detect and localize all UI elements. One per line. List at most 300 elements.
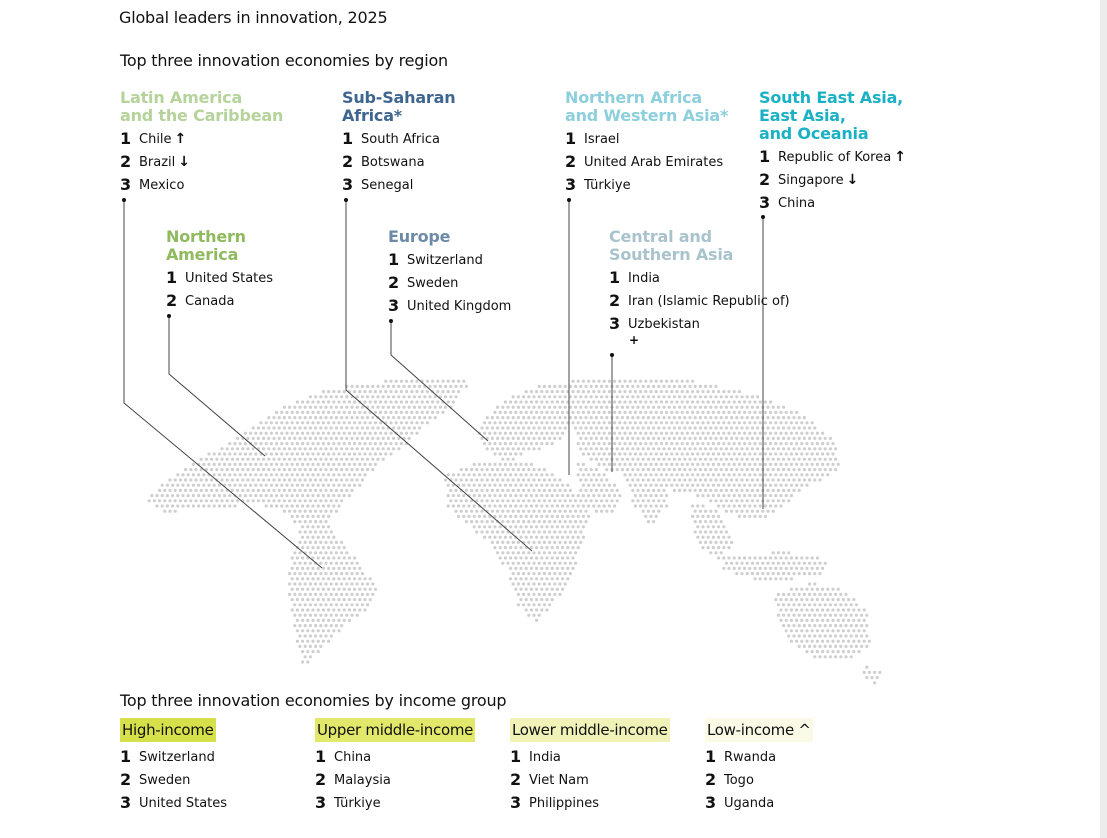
map-dot (569, 572, 572, 575)
map-dot (519, 567, 522, 570)
map-dot (506, 562, 509, 565)
map-dot (330, 510, 333, 513)
map-dot (301, 536, 304, 539)
map-dot (600, 395, 603, 398)
map-dot (506, 468, 509, 471)
map-dot (262, 489, 265, 492)
map-dot (467, 515, 470, 518)
map-dot (506, 416, 509, 419)
map-dot (725, 406, 728, 409)
economy-name: Canada (185, 294, 235, 309)
map-dot (759, 463, 762, 466)
map-dot (348, 473, 351, 476)
map-dot (288, 593, 291, 596)
map-dot (813, 593, 816, 596)
map-dot (603, 452, 606, 455)
map-dot (332, 546, 335, 549)
map-dot (678, 458, 681, 461)
map-dot (597, 411, 600, 414)
map-dot (551, 504, 554, 507)
map-dot (501, 489, 504, 492)
map-dot (561, 546, 564, 549)
map-dot (311, 421, 314, 424)
map-dot (345, 572, 348, 575)
map-dot (189, 468, 192, 471)
map-dot (496, 478, 499, 481)
map-dot (530, 546, 533, 549)
map-dot (688, 478, 691, 481)
map-dot (517, 551, 520, 554)
map-dot (670, 442, 673, 445)
map-dot (343, 411, 346, 414)
map-dot (353, 598, 356, 601)
map-dot (488, 432, 491, 435)
rank-number: 2 (759, 170, 771, 189)
map-dot (301, 452, 304, 455)
map-dot (792, 416, 795, 419)
map-dot (743, 432, 746, 435)
map-dot (553, 406, 556, 409)
rank-number: 3 (315, 793, 327, 812)
map-dot (220, 489, 223, 492)
map-dot (384, 380, 387, 383)
rank-row (705, 794, 813, 812)
map-dot (694, 385, 697, 388)
map-dot (694, 437, 697, 440)
map-dot (577, 411, 580, 414)
map-dot (769, 577, 772, 580)
map-dot (327, 473, 330, 476)
map-dot (239, 463, 242, 466)
map-dot (829, 447, 832, 450)
map-dot (330, 416, 333, 419)
map-dot (519, 515, 522, 518)
map-dot (740, 572, 743, 575)
map-dot (816, 629, 819, 632)
map-dot (462, 504, 465, 507)
map-dot (309, 416, 312, 419)
map-dot (322, 598, 325, 601)
economy-name: Türkiye (334, 796, 381, 811)
map-dot (691, 442, 694, 445)
map-dot (379, 442, 382, 445)
map-dot (280, 463, 283, 466)
map-dot (740, 426, 743, 429)
map-dot (662, 468, 665, 471)
map-dot (714, 406, 717, 409)
map-dot (548, 572, 551, 575)
map-dot (772, 499, 775, 502)
map-dot (283, 447, 286, 450)
map-dot (350, 437, 353, 440)
map-dot (558, 416, 561, 419)
map-dot (332, 432, 335, 435)
map-dot (696, 484, 699, 487)
map-dot (324, 572, 327, 575)
map-dot (616, 406, 619, 409)
map-dot (444, 406, 447, 409)
map-dot (800, 442, 803, 445)
map-dot (532, 572, 535, 575)
map-dot (473, 484, 476, 487)
map-dot (298, 437, 301, 440)
map-dot (153, 499, 156, 502)
map-dot (865, 634, 868, 637)
map-dot (361, 426, 364, 429)
map-dot (319, 562, 322, 565)
map-dot (733, 484, 736, 487)
map-dot (387, 416, 390, 419)
map-dot (291, 577, 294, 580)
map-dot (213, 463, 216, 466)
map-dot (509, 432, 512, 435)
map-dot (272, 458, 275, 461)
map-dot (756, 562, 759, 565)
map-dot (514, 567, 517, 570)
map-dot (621, 458, 624, 461)
map-dot (683, 468, 686, 471)
map-dot (831, 598, 834, 601)
map-dot (787, 478, 790, 481)
map-dot (805, 640, 808, 643)
map-dot (584, 406, 587, 409)
map-dot (304, 406, 307, 409)
map-dot (779, 494, 782, 497)
region-name (759, 89, 906, 143)
map-dot (795, 463, 798, 466)
map-dot (811, 619, 814, 622)
map-dot (499, 484, 502, 487)
map-dot (236, 458, 239, 461)
map-dot (813, 437, 816, 440)
map-dot (743, 504, 746, 507)
map-dot (434, 385, 437, 388)
map-dot (683, 489, 686, 492)
map-dot (283, 426, 286, 429)
map-dot (694, 478, 697, 481)
map-dot (808, 447, 811, 450)
map-dot (285, 442, 288, 445)
map-dot (735, 447, 738, 450)
map-dot (223, 494, 226, 497)
map-dot (226, 478, 229, 481)
map-dot (535, 473, 538, 476)
map-dot (759, 442, 762, 445)
map-dot (350, 593, 353, 596)
map-dot (379, 400, 382, 403)
map-dot (660, 380, 663, 383)
map-dot (337, 577, 340, 580)
map-dot (317, 598, 320, 601)
map-dot (792, 478, 795, 481)
map-dot (304, 572, 307, 575)
map-dot (535, 421, 538, 424)
map-dot (756, 416, 759, 419)
rank-row (342, 153, 455, 171)
map-dot (564, 416, 567, 419)
map-dot (304, 426, 307, 429)
map-dot (816, 556, 819, 559)
map-dot (356, 406, 359, 409)
map-dot (366, 468, 369, 471)
map-dot (460, 385, 463, 388)
map-dot (714, 468, 717, 471)
map-dot (236, 499, 239, 502)
map-dot (535, 546, 538, 549)
map-dot (345, 406, 348, 409)
map-dot (311, 494, 314, 497)
map-dot (785, 494, 788, 497)
map-dot (236, 437, 239, 440)
map-dot (301, 525, 304, 528)
map-dot (873, 681, 876, 684)
map-dot (787, 416, 790, 419)
map-dot (465, 489, 468, 492)
map-dot (293, 510, 296, 513)
map-dot (210, 499, 213, 502)
map-dot (764, 463, 767, 466)
region-seao (759, 89, 906, 212)
map-dot (298, 541, 301, 544)
map-dot (631, 468, 634, 471)
map-dot (285, 463, 288, 466)
map-dot (603, 484, 606, 487)
map-dot (553, 572, 556, 575)
map-dot (660, 504, 663, 507)
map-dot (569, 520, 572, 523)
map-dot (600, 447, 603, 450)
map-dot (298, 562, 301, 565)
map-dot (350, 468, 353, 471)
map-dot (179, 478, 182, 481)
map-dot (694, 468, 697, 471)
map-dot (626, 468, 629, 471)
map-dot (356, 603, 359, 606)
map-dot (322, 504, 325, 507)
map-dot (652, 385, 655, 388)
map-dot (720, 468, 723, 471)
map-dot (772, 468, 775, 471)
map-dot (634, 400, 637, 403)
map-dot (340, 624, 343, 627)
map-dot (834, 593, 837, 596)
map-dot (408, 385, 411, 388)
map-dot (787, 551, 790, 554)
map-dot (304, 447, 307, 450)
map-dot (504, 463, 507, 466)
map-dot (618, 494, 621, 497)
map-dot (486, 447, 489, 450)
map-dot (509, 546, 512, 549)
rank-row (510, 794, 670, 812)
map-dot (278, 478, 281, 481)
map-dot (319, 478, 322, 481)
map-dot (330, 562, 333, 565)
map-dot (340, 499, 343, 502)
map-dot (532, 541, 535, 544)
map-dot (267, 437, 270, 440)
map-dot (335, 572, 338, 575)
income-rank-list (705, 748, 813, 812)
map-dot (683, 458, 686, 461)
map-dot (720, 489, 723, 492)
map-dot (595, 416, 598, 419)
map-dot (582, 380, 585, 383)
map-dot (350, 478, 353, 481)
map-dot (675, 421, 678, 424)
map-dot (395, 442, 398, 445)
map-dot (652, 468, 655, 471)
map-dot (579, 530, 582, 533)
map-dot (257, 499, 260, 502)
map-dot (340, 551, 343, 554)
map-dot (499, 442, 502, 445)
map-dot (746, 468, 749, 471)
map-dot (577, 400, 580, 403)
map-dot (738, 484, 741, 487)
map-dot (629, 400, 632, 403)
map-dot (621, 385, 624, 388)
map-dot (410, 390, 413, 393)
map-dot (530, 515, 533, 518)
map-dot (345, 395, 348, 398)
map-dot (166, 484, 169, 487)
map-dot (532, 468, 535, 471)
map-dot (496, 530, 499, 533)
map-dot (769, 421, 772, 424)
map-dot (428, 416, 431, 419)
map-dot (733, 432, 736, 435)
map-dot (764, 473, 767, 476)
map-dot (696, 504, 699, 507)
map-dot (473, 515, 476, 518)
map-dot (317, 484, 320, 487)
map-dot (590, 478, 593, 481)
map-dot (548, 406, 551, 409)
map-dot (207, 452, 210, 455)
map-dot (288, 510, 291, 513)
map-dot (527, 582, 530, 585)
map-dot (553, 499, 556, 502)
map-dot (527, 447, 530, 450)
map-dot (623, 400, 626, 403)
map-dot (314, 437, 317, 440)
map-dot (816, 432, 819, 435)
map-dot (252, 499, 255, 502)
map-dot (608, 494, 611, 497)
map-dot (306, 629, 309, 632)
map-dot (527, 614, 530, 617)
map-dot (826, 442, 829, 445)
map-dot (527, 572, 530, 575)
map-dot (579, 406, 582, 409)
map-dot (662, 458, 665, 461)
map-dot (636, 395, 639, 398)
map-dot (311, 452, 314, 455)
map-dot (272, 468, 275, 471)
map-dot (371, 395, 374, 398)
map-dot (649, 473, 652, 476)
map-dot (686, 473, 689, 476)
map-dot (340, 437, 343, 440)
rank-number: 3 (565, 175, 577, 194)
map-dot (301, 619, 304, 622)
map-dot (681, 411, 684, 414)
map-dot (499, 452, 502, 455)
map-dot (813, 426, 816, 429)
map-dot (571, 390, 574, 393)
map-dot (311, 608, 314, 611)
map-dot (371, 406, 374, 409)
map-dot (530, 608, 533, 611)
map-dot (527, 562, 530, 565)
map-dot (493, 546, 496, 549)
map-dot (725, 447, 728, 450)
map-dot (766, 499, 769, 502)
map-dot (452, 473, 455, 476)
map-dot (759, 504, 762, 507)
rank-row (166, 269, 273, 287)
map-dot (722, 432, 725, 435)
map-dot (740, 499, 743, 502)
map-dot (717, 546, 720, 549)
map-dot (486, 416, 489, 419)
map-dot (309, 406, 312, 409)
map-dot (179, 499, 182, 502)
map-dot (785, 473, 788, 476)
economy-name: China (778, 196, 816, 211)
map-dot (733, 400, 736, 403)
map-dot (803, 562, 806, 565)
map-dot (587, 380, 590, 383)
map-dot (564, 541, 567, 544)
map-dot (545, 484, 548, 487)
map-dot (454, 478, 457, 481)
map-dot (161, 504, 164, 507)
map-dot (319, 416, 322, 419)
map-dot (582, 504, 585, 507)
map-dot (818, 645, 821, 648)
map-dot (787, 458, 790, 461)
map-dot (538, 426, 541, 429)
map-dot (327, 619, 330, 622)
map-dot (655, 411, 658, 414)
map-dot (540, 473, 543, 476)
map-dot (837, 588, 840, 591)
map-dot (610, 489, 613, 492)
map-dot (738, 411, 741, 414)
map-dot (218, 463, 221, 466)
map-dot (215, 468, 218, 471)
map-dot (519, 473, 522, 476)
map-dot (413, 385, 416, 388)
map-dot (631, 489, 634, 492)
map-dot (634, 473, 637, 476)
map-dot (233, 442, 236, 445)
map-dot (241, 468, 244, 471)
map-dot (657, 458, 660, 461)
map-dot (319, 541, 322, 544)
map-dot (790, 619, 793, 622)
map-dot (556, 525, 559, 528)
map-dot (314, 551, 317, 554)
map-dot (428, 395, 431, 398)
map-dot (395, 390, 398, 393)
map-dot (800, 608, 803, 611)
map-dot (483, 473, 486, 476)
map-dot (298, 634, 301, 637)
region-name-line: Europe (388, 227, 451, 246)
